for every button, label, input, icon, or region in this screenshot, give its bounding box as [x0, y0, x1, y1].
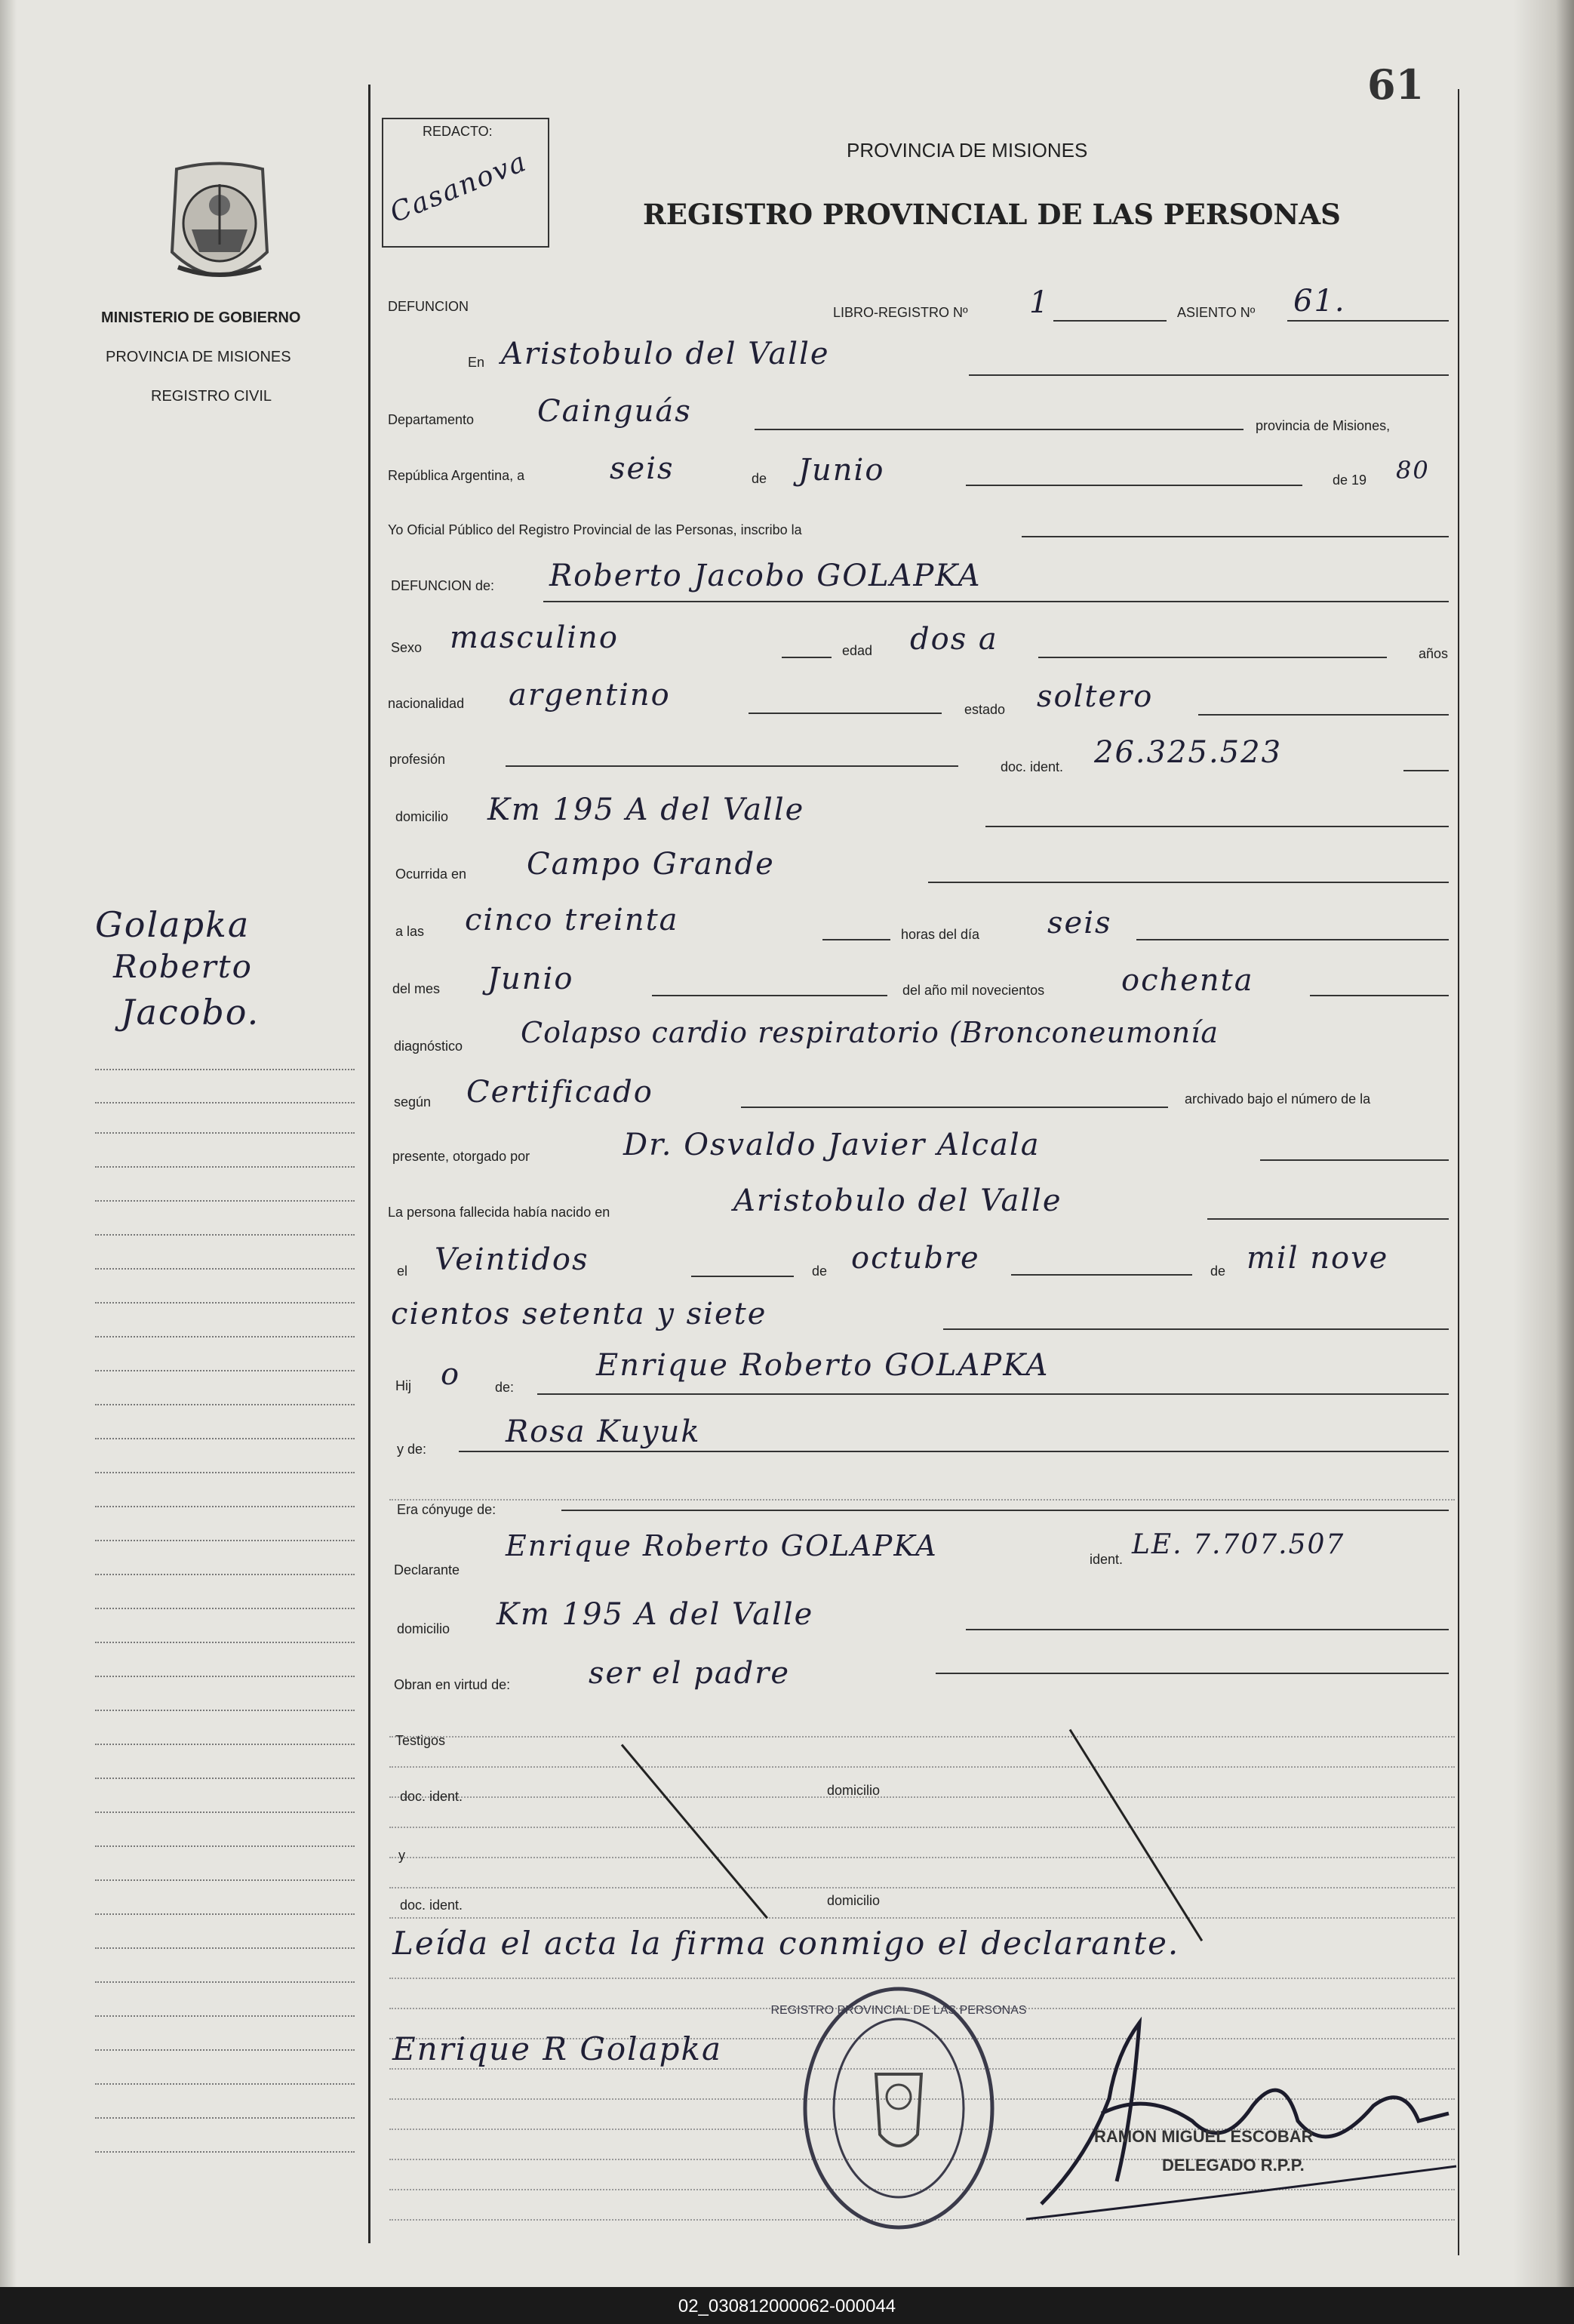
sexo-label: Sexo [391, 640, 423, 655]
anos-label: años [1419, 646, 1449, 661]
el-label: el [397, 1264, 408, 1279]
de-label-1: de [752, 471, 767, 486]
day-value: seis [610, 451, 675, 486]
sexo-line [782, 657, 832, 658]
obran-label: Obran en virtud de: [394, 1677, 511, 1692]
en-label: En [468, 355, 485, 370]
hijo-de-label: de: [495, 1380, 515, 1395]
ocurrida-label: Ocurrida en [395, 866, 467, 882]
year-value: 80 [1396, 456, 1430, 485]
civil-registry-heading: REGISTRO CIVIL [151, 388, 272, 405]
segun-line [741, 1107, 1168, 1108]
declarante-signature: Enrique R Golapka [392, 2030, 723, 2067]
birth-year-value-2: cientos setenta y siete [391, 1297, 767, 1331]
otorgado-line [1260, 1159, 1449, 1161]
declarante-domicilio-value: Km 195 A del Valle [496, 1597, 814, 1632]
conyuge-line [561, 1510, 1449, 1511]
estado-line [1198, 714, 1449, 716]
ano-line [1310, 995, 1449, 996]
nacionalidad-value: argentino [509, 678, 671, 713]
act-type-label: DEFUNCION [388, 299, 469, 314]
y-de-label: y de: [397, 1442, 427, 1457]
de-19-label: de 19 [1333, 472, 1367, 488]
asiento-value: 61. [1293, 284, 1346, 319]
birth-month-line [1011, 1274, 1192, 1276]
hora-value: cinco treinta [465, 903, 679, 937]
mes-value: Junio [487, 962, 574, 996]
doc-ident-label: doc. ident. [1001, 759, 1064, 774]
registry-title: REGISTRO PROVINCIAL DE LAS PERSONAS [643, 198, 1341, 231]
obran-value: ser el padre [589, 1656, 791, 1691]
asiento-line [1287, 320, 1449, 322]
officer-signature [996, 2008, 1464, 2234]
edad-label: edad [842, 643, 873, 658]
declarante-value: Enrique Roberto GOLAPKA [506, 1529, 938, 1562]
asiento-label: ASIENTO Nº [1177, 305, 1256, 320]
margin-middle-name: Jacobo. [121, 992, 260, 1033]
birth-day-value: Veintidos [435, 1242, 589, 1277]
declarante-domicilio-label: domicilio [397, 1621, 450, 1636]
place-value: Aristobulo del Valle [501, 337, 830, 371]
estado-label: estado [964, 702, 1006, 717]
right-border-line [1458, 89, 1459, 2255]
domicilio-line [985, 826, 1449, 827]
profesion-label: profesión [389, 752, 446, 767]
diagnostico-label: diagnóstico [394, 1039, 463, 1054]
dia-line [1136, 939, 1449, 940]
month-line [966, 485, 1302, 486]
madre-line [459, 1451, 1449, 1452]
dia-value: seis [1047, 906, 1112, 940]
ministry-heading: MINISTERIO DE GOBIERNO [101, 309, 301, 326]
ocurrida-line [928, 882, 1449, 883]
padre-value: Enrique Roberto GOLAPKA [596, 1348, 1050, 1383]
del-mes-label: del mes [392, 981, 441, 996]
testigo1-doc-label: doc. ident. [400, 1789, 463, 1804]
birth-year-value-1: mil nove [1247, 1241, 1389, 1276]
page-gutter-shadow [0, 0, 17, 2287]
de-label-2: de [812, 1264, 828, 1279]
officer-stamp-title: DELEGADO R.P.P. [1162, 2156, 1305, 2175]
left-province-heading: PROVINCIA DE MISIONES [106, 349, 291, 365]
departamento-line [755, 429, 1244, 430]
deceased-line [543, 601, 1449, 602]
doc-ident-value: 26.325.523 [1094, 735, 1283, 770]
libro-line [1053, 320, 1167, 322]
conyuge-label: Era cónyuge de: [397, 1502, 496, 1517]
page-number: 61 [1367, 60, 1425, 109]
margin-first-name: Roberto [113, 948, 253, 985]
archivado-label: archivado bajo el número de la [1185, 1091, 1371, 1107]
segun-label: según [394, 1094, 432, 1110]
declarante-ident-value: LE. 7.707.507 [1132, 1529, 1345, 1560]
mes-line [652, 995, 887, 996]
hij-label: Hij [395, 1378, 411, 1393]
provincia-misiones-label: provincia de Misiones, [1256, 418, 1391, 433]
testigo2-doc-label: doc. ident. [400, 1898, 463, 1913]
coat-of-arms-logo [161, 162, 278, 290]
profesion-line [506, 765, 958, 767]
doc-ident-line [1403, 770, 1449, 771]
declarante-domicilio-line [966, 1629, 1449, 1630]
hora-line [822, 939, 890, 940]
birth-day-line [691, 1276, 794, 1277]
nacido-en-label: La persona fallecida había nacido en [388, 1205, 610, 1220]
ocurrida-value: Campo Grande [527, 847, 775, 882]
birth-year-line [943, 1328, 1449, 1330]
margin-surname: Golapka [95, 904, 251, 945]
departamento-value: Cainguás [537, 394, 692, 429]
horas-dia-label: horas del día [901, 927, 980, 942]
birth-month-value: octubre [851, 1241, 980, 1276]
month-value: Junio [798, 453, 885, 488]
domicilio-value: Km 195 A del Valle [487, 793, 805, 827]
deceased-name: Roberto Jacobo GOLAPKA [549, 559, 982, 593]
domicilio-label: domicilio [395, 809, 449, 824]
footer-file-id: 02_030812000062-000044 [678, 2296, 896, 2316]
padre-line [537, 1393, 1449, 1395]
declarante-label: Declarante [394, 1562, 460, 1578]
edad-value: dos a [910, 622, 998, 657]
left-border-line [368, 85, 370, 2243]
testigos-label: Testigos [395, 1733, 446, 1748]
officer-stamp-name: RAMON MIGUEL ESCOBAR [1094, 2127, 1314, 2146]
nacionalidad-label: nacionalidad [388, 696, 465, 711]
departamento-label: Departamento [388, 412, 475, 427]
nacionalidad-line [749, 713, 942, 714]
sexo-value: masculino [450, 620, 619, 655]
province-header: PROVINCIA DE MISIONES [847, 139, 1088, 162]
testigos-y-label: y [398, 1848, 405, 1863]
seal-text: REGISTRO PROVINCIAL DE LAS PERSONAS [770, 2004, 1027, 2017]
testigo1-domicilio-label: domicilio [827, 1783, 881, 1798]
edad-line [1038, 657, 1387, 658]
declarante-ident-label: ident. [1090, 1552, 1124, 1567]
madre-value: Rosa Kuyuk [506, 1414, 701, 1449]
libro-label: LIBRO-REGISTRO Nº [833, 305, 968, 320]
presente-label: presente, otorgado por [392, 1149, 530, 1164]
testigo2-domicilio-label: domicilio [827, 1893, 881, 1908]
de-label-3: de [1210, 1264, 1226, 1279]
hijo-suffix-value: o [441, 1357, 461, 1392]
obran-line [936, 1673, 1449, 1674]
a-las-label: a las [395, 924, 425, 939]
estado-value: soltero [1037, 679, 1154, 714]
del-ano-label: del año mil novecientos [902, 983, 1045, 998]
ano-value: ochenta [1121, 963, 1254, 998]
republica-label: República Argentina, a [388, 468, 525, 483]
redacto-signature: Casanova [386, 146, 532, 229]
otorgado-value: Dr. Osvaldo Javier Alcala [623, 1128, 1041, 1162]
place-line [969, 374, 1449, 376]
segun-value: Certificado [466, 1075, 653, 1110]
defuncion-de-label: DEFUNCION de: [391, 578, 495, 593]
oficial-line [1022, 536, 1449, 537]
official-seal [770, 1984, 1027, 2233]
diagnostico-value: Colapso cardio respiratorio (Bronconeumonía [521, 1016, 1219, 1049]
closing-statement: Leída el acta la firma conmigo el declarante. [392, 1925, 1180, 1962]
nacido-en-value: Aristobulo del Valle [733, 1184, 1062, 1218]
nacido-en-line [1207, 1218, 1449, 1220]
redacto-label: REDACTO: [423, 124, 493, 139]
libro-value: 1 [1029, 285, 1050, 320]
oficial-statement: Yo Oficial Público del Registro Provincial de las Personas, inscribo la [388, 522, 802, 537]
page-right-edge [1514, 0, 1574, 2287]
